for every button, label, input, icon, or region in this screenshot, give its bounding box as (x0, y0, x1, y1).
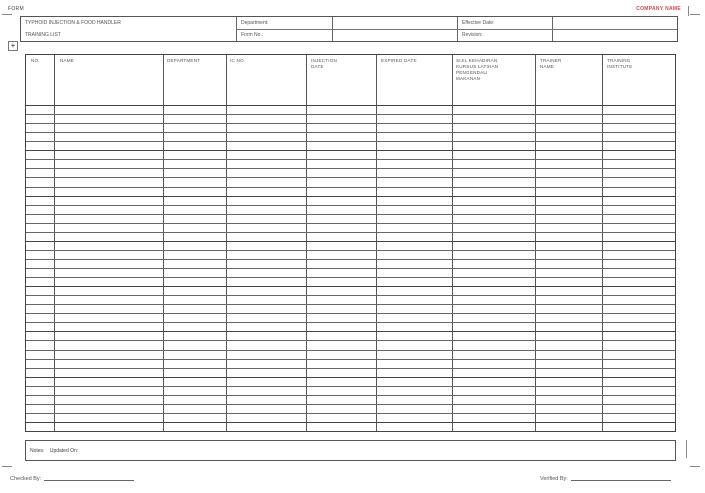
row-divider (26, 232, 675, 233)
row-divider (26, 123, 675, 124)
form-no-label: Form No.: (241, 32, 264, 38)
form-title-line-1: TYPHOID INJECTION & FOOD HANDLER (25, 20, 121, 26)
column-header-training-institute: TRAINING INSTITUTE (607, 58, 633, 69)
column-divider (535, 55, 536, 431)
column-divider (376, 55, 377, 431)
form-tag: FORM (8, 6, 24, 12)
column-header-expired-date: EXPIRED DATE (381, 58, 417, 63)
verified-by (540, 476, 671, 482)
verified-by-line (571, 480, 671, 481)
row-divider (26, 386, 675, 387)
column-header-no: NO. (31, 58, 40, 63)
checked-by-label: Checked By: (10, 476, 42, 482)
crop-mark-top-right (690, 14, 700, 15)
column-header-trainer-name: TRAINER NAME (540, 58, 562, 69)
row-divider (26, 395, 675, 396)
row-divider (26, 196, 675, 197)
plus-icon: + (8, 41, 18, 51)
column-header-course-certificate: SIJIL KEHADIRAN KURSUS LATIHAN PENGENDALI MAKANAN (456, 58, 499, 81)
crop-mark-right-mid (686, 440, 687, 458)
row-divider (26, 132, 675, 133)
notes-box (25, 440, 676, 461)
row-divider (26, 250, 675, 251)
row-divider (26, 141, 675, 142)
verified-by-label: Verified By: (540, 476, 568, 482)
column-divider (452, 55, 453, 431)
crop-mark-top-right-v (688, 6, 689, 16)
row-divider (26, 322, 675, 323)
form-header (20, 16, 678, 42)
row-divider (26, 214, 675, 215)
row-divider (26, 223, 675, 224)
row-divider (26, 114, 675, 115)
row-divider (26, 241, 675, 242)
row-divider (26, 286, 675, 287)
column-header-name: NAME (60, 58, 75, 63)
row-divider (26, 259, 675, 260)
crop-mark-bottom-left (2, 466, 12, 467)
row-divider (26, 205, 675, 206)
header-row-divider (236, 29, 677, 30)
column-divider (226, 55, 227, 431)
row-divider (26, 350, 675, 351)
row-divider (26, 422, 675, 423)
checked-by (10, 476, 134, 482)
notes-label: Notes: (30, 448, 45, 454)
column-header-department: DEPARTMENT (167, 58, 201, 63)
row-divider (26, 377, 675, 378)
row-divider (26, 277, 675, 278)
company-name: COMPANY NAME (636, 6, 681, 12)
crop-mark-bottom-right (690, 466, 700, 467)
column-divider (163, 55, 164, 431)
row-divider (26, 331, 675, 332)
column-header-injection-date: INJECTION DATE (311, 58, 338, 69)
row-divider (26, 168, 675, 169)
department-label: Department: (241, 20, 269, 26)
row-divider (26, 404, 675, 405)
row-divider (26, 304, 675, 305)
row-divider (26, 187, 675, 188)
row-divider (26, 150, 675, 151)
row-divider (26, 413, 675, 414)
effective-date-label: Effective Date: (462, 20, 495, 26)
column-divider (306, 55, 307, 431)
row-divider (26, 340, 675, 341)
row-divider (26, 105, 675, 106)
column-header-ic-no: IC NO. (230, 58, 246, 63)
register-table (25, 54, 676, 432)
row-divider (26, 177, 675, 178)
row-divider (26, 295, 675, 296)
row-divider (26, 159, 675, 160)
row-divider (26, 313, 675, 314)
column-divider (602, 55, 603, 431)
checked-by-line (44, 480, 134, 481)
column-divider (54, 55, 55, 431)
form-title-line-2: TRAINING LIST (25, 32, 61, 38)
row-divider (26, 359, 675, 360)
crop-mark-top-left (2, 14, 12, 15)
updated-on-label: Updated On: (49, 448, 79, 454)
revision-label: Revision: (462, 32, 483, 38)
row-divider (26, 268, 675, 269)
row-divider (26, 368, 675, 369)
